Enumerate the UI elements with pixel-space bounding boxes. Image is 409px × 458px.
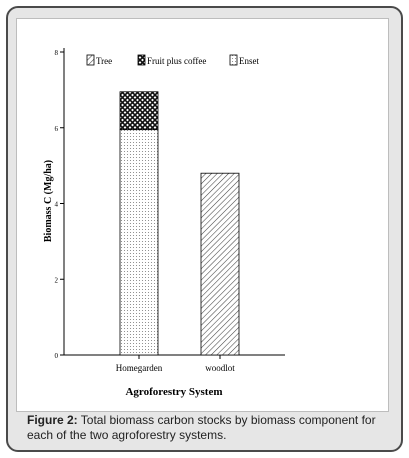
figure-caption [27, 413, 387, 443]
y-axis-label: Biomass C (Mg/ha) [43, 159, 54, 243]
x-ticks-group [116, 355, 235, 373]
x-tick-label: Homegarden [115, 363, 163, 373]
bar-woodlot-tree [201, 173, 239, 355]
legend-swatch-fruit-coffee [138, 55, 145, 65]
x-tick-label: woodlot [205, 363, 235, 373]
x-axis-label: Agroforestry System [125, 386, 223, 398]
y-tick-label: 6 [54, 124, 58, 133]
bar-homegarden-fruit-plus-coffee [120, 92, 158, 130]
legend-swatch-tree [87, 55, 94, 65]
y-tick-label: 0 [54, 352, 58, 360]
legend-label-fruit-coffee: Fruit plus coffee [147, 56, 207, 66]
y-tick-label: 4 [54, 200, 58, 209]
y-tick-label: 8 [54, 49, 58, 57]
y-tick-label: 2 [54, 276, 58, 285]
legend-swatch-enset [230, 55, 237, 65]
bars-group [120, 92, 239, 355]
caption-text: Total biomass carbon stocks by biomass component for each of the two agroforestry systems. [27, 413, 376, 442]
bar-homegarden-enset [120, 130, 158, 355]
caption-label: Figure 2: [27, 413, 78, 427]
y-ticks-group [55, 49, 65, 360]
legend [87, 55, 259, 66]
legend-label-tree: Tree [96, 56, 113, 66]
legend-label-enset: Enset [239, 56, 259, 66]
